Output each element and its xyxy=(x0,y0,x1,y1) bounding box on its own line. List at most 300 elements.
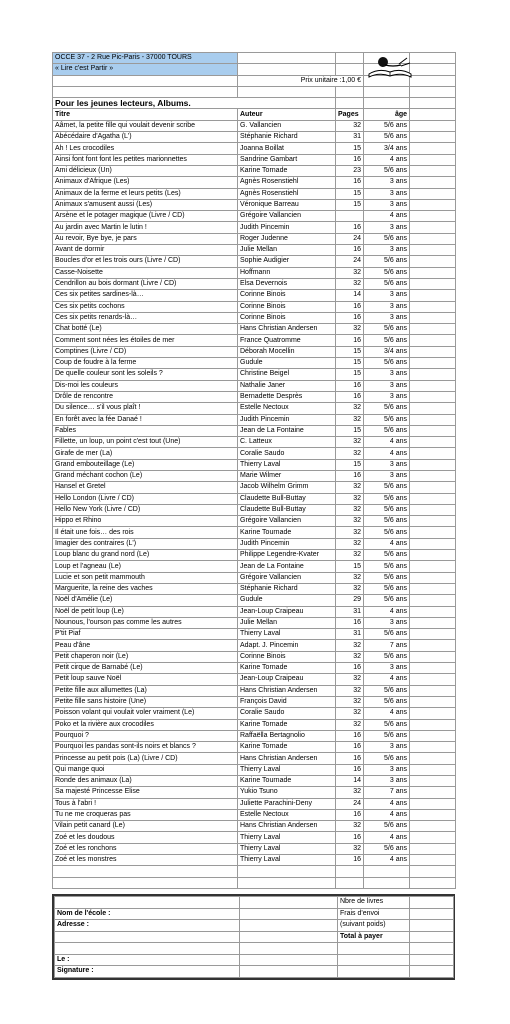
book-title: Pourquoi les pandas sont-ils noirs et blancs ? xyxy=(53,742,238,753)
book-row xyxy=(53,211,456,222)
shipping-field[interactable] xyxy=(410,908,454,920)
book-author: Julie Mellan xyxy=(238,617,336,628)
book-pages: 32 xyxy=(336,572,364,583)
book-pages: 15 xyxy=(336,358,364,369)
book-author: Jean-Loup Craipeau xyxy=(238,606,336,617)
quantity-field[interactable] xyxy=(410,719,456,730)
book-age: 7 ans xyxy=(364,787,410,798)
quantity-field[interactable] xyxy=(410,211,456,222)
quantity-field[interactable] xyxy=(410,132,456,143)
book-age: 3 ans xyxy=(364,301,410,312)
book-title: Zoé et les monstres xyxy=(53,855,238,866)
quantity-field[interactable] xyxy=(410,256,456,267)
quantity-field[interactable] xyxy=(410,301,456,312)
book-pages: 32 xyxy=(336,651,364,662)
book-age: 5/6 ans xyxy=(364,595,410,606)
book-title: Ami délicieux (Un) xyxy=(53,165,238,176)
book-row xyxy=(53,764,456,775)
book-age: 3 ans xyxy=(364,177,410,188)
quantity-field[interactable] xyxy=(410,437,456,448)
book-title: Comptines (Livre / CD) xyxy=(53,346,238,357)
book-row xyxy=(53,391,456,402)
book-age: 5/6 ans xyxy=(364,583,410,594)
book-author: Bernadette Desprès xyxy=(238,391,336,402)
date-label: Le : xyxy=(55,954,240,966)
book-row xyxy=(53,256,456,267)
book-age: 7 ans xyxy=(364,640,410,651)
book-pages: 32 xyxy=(336,414,364,425)
book-age: 3 ans xyxy=(364,369,410,380)
reading-child-logo-icon xyxy=(365,54,415,80)
book-row xyxy=(53,188,456,199)
book-title: Peau d'âne xyxy=(53,640,238,651)
quantity-field[interactable] xyxy=(410,245,456,256)
book-age: 3 ans xyxy=(364,742,410,753)
quantity-field[interactable] xyxy=(410,403,456,414)
book-author: Gudule xyxy=(238,595,336,606)
date-field[interactable] xyxy=(240,954,338,966)
book-author: Grégoire Vallancien xyxy=(238,211,336,222)
book-author: Judith Pincemin xyxy=(238,414,336,425)
book-title: Pourquoi ? xyxy=(53,730,238,741)
book-age: 5/6 ans xyxy=(364,278,410,289)
book-row xyxy=(53,335,456,346)
book-row xyxy=(53,798,456,809)
book-pages: 16 xyxy=(336,335,364,346)
book-author: Karine Tornade xyxy=(238,742,336,753)
quantity-field[interactable] xyxy=(410,482,456,493)
quantity-field[interactable] xyxy=(410,685,456,696)
book-pages: 16 xyxy=(336,312,364,323)
quantity-field[interactable] xyxy=(410,188,456,199)
quantity-field[interactable] xyxy=(410,278,456,289)
book-pages: 15 xyxy=(336,425,364,436)
book-author: Nathalie Janer xyxy=(238,380,336,391)
book-age: 5/6 ans xyxy=(364,572,410,583)
quantity-field[interactable] xyxy=(410,538,456,549)
book-pages: 16 xyxy=(336,855,364,866)
quantity-field[interactable] xyxy=(410,617,456,628)
book-row xyxy=(53,267,456,278)
book-row xyxy=(53,617,456,628)
book-title: Marguerite, la reine des vaches xyxy=(53,583,238,594)
book-age: 5/6 ans xyxy=(364,493,410,504)
book-row xyxy=(53,640,456,651)
unit-price: Prix unitaire :1,00 € xyxy=(238,75,364,86)
total-label: Total à payer xyxy=(338,931,410,943)
book-title: Au revoir, Bye bye, je pars xyxy=(53,233,238,244)
book-age: 3 ans xyxy=(364,199,410,210)
book-age: 5/6 ans xyxy=(364,685,410,696)
book-age: 4 ans xyxy=(364,211,410,222)
school-name-field[interactable] xyxy=(240,908,338,920)
book-pages: 32 xyxy=(336,324,364,335)
quantity-field[interactable] xyxy=(410,324,456,335)
quantity-field[interactable] xyxy=(410,787,456,798)
book-age: 5/6 ans xyxy=(364,165,410,176)
book-author: Coralie Saudo xyxy=(238,708,336,719)
book-pages: 16 xyxy=(336,177,364,188)
book-age: 5/6 ans xyxy=(364,504,410,515)
book-age: 3 ans xyxy=(364,245,410,256)
book-row xyxy=(53,222,456,233)
book-age: 5/6 ans xyxy=(364,403,410,414)
quantity-field[interactable] xyxy=(410,358,456,369)
book-author: Estelle Nectoux xyxy=(238,403,336,414)
book-age: 4 ans xyxy=(364,448,410,459)
book-title: Poisson volant qui voulait voler vraiment (Le) xyxy=(53,708,238,719)
book-title: Ah ! Les crocodiles xyxy=(53,143,238,154)
book-pages: 15 xyxy=(336,199,364,210)
column-header-row xyxy=(53,109,456,120)
book-author: France Quatromme xyxy=(238,335,336,346)
book-pages: 32 xyxy=(336,719,364,730)
nb-books-field[interactable] xyxy=(410,897,454,909)
book-title: Dis-moi les couleurs xyxy=(53,380,238,391)
book-author: Claudette Bull-Buttay xyxy=(238,493,336,504)
quantity-field[interactable] xyxy=(410,369,456,380)
book-pages: 32 xyxy=(336,674,364,685)
book-title: Animaux d'Afrique (Les) xyxy=(53,177,238,188)
book-pages: 29 xyxy=(336,595,364,606)
book-author: Sophie Audigier xyxy=(238,256,336,267)
book-pages: 16 xyxy=(336,470,364,481)
book-row xyxy=(53,719,456,730)
book-pages: 32 xyxy=(336,504,364,515)
book-title: Ces six petits cochons xyxy=(53,301,238,312)
book-title: Grand embouteillage (Le) xyxy=(53,459,238,470)
book-title: Drôle de rencontre xyxy=(53,391,238,402)
book-pages: 15 xyxy=(336,143,364,154)
book-title: Abécédaire d'Agatha (L') xyxy=(53,132,238,143)
book-pages: 32 xyxy=(336,493,364,504)
quantity-field[interactable] xyxy=(410,809,456,820)
book-row xyxy=(53,753,456,764)
book-row xyxy=(53,177,456,188)
book-pages: 32 xyxy=(336,120,364,131)
book-author: Marie Wilmer xyxy=(238,470,336,481)
book-title: Cendrillon au bois dormant (Livre / CD) xyxy=(53,278,238,289)
book-age: 3 ans xyxy=(364,470,410,481)
book-pages: 32 xyxy=(336,696,364,707)
book-title: Animaux de la ferme et leurs petits (Les) xyxy=(53,188,238,199)
book-row xyxy=(53,233,456,244)
quantity-field[interactable] xyxy=(410,776,456,787)
quantity-field[interactable] xyxy=(410,448,456,459)
quantity-field[interactable] xyxy=(410,798,456,809)
quantity-field[interactable] xyxy=(410,504,456,515)
book-author: Philippe Legendre-Kvater xyxy=(238,550,336,561)
book-row xyxy=(53,278,456,289)
book-author: Hans Christian Andersen xyxy=(238,685,336,696)
book-pages: 16 xyxy=(336,301,364,312)
book-row xyxy=(53,855,456,866)
book-row xyxy=(53,809,456,820)
quantity-field[interactable] xyxy=(410,663,456,674)
book-pages: 16 xyxy=(336,809,364,820)
book-title: Comment sont nées les étoiles de mer xyxy=(53,335,238,346)
book-row xyxy=(53,414,456,425)
book-age: 3 ans xyxy=(364,663,410,674)
quantity-field[interactable] xyxy=(410,516,456,527)
book-row xyxy=(53,583,456,594)
book-title: Vilain petit canard (Le) xyxy=(53,821,238,832)
book-pages: 14 xyxy=(336,776,364,787)
book-author: Juliette Parachini-Deny xyxy=(238,798,336,809)
shipping-label: Frais d'envoi xyxy=(338,908,410,920)
quantity-field[interactable] xyxy=(410,493,456,504)
book-row xyxy=(53,629,456,640)
book-author: Judith Pincemin xyxy=(238,538,336,549)
quantity-field[interactable] xyxy=(410,312,456,323)
book-title: Ainsi font font font les petites marionnettes xyxy=(53,154,238,165)
book-age: 4 ans xyxy=(364,855,410,866)
quantity-field[interactable] xyxy=(410,199,456,210)
book-title: Zoé et les doudous xyxy=(53,832,238,843)
book-row xyxy=(53,787,456,798)
book-age: 5/6 ans xyxy=(364,414,410,425)
quantity-field[interactable] xyxy=(410,527,456,538)
book-pages: 32 xyxy=(336,267,364,278)
book-pages: 24 xyxy=(336,233,364,244)
book-author: Hans Christian Andersen xyxy=(238,821,336,832)
book-title: Fables xyxy=(53,425,238,436)
book-author: Véronique Barreau xyxy=(238,199,336,210)
book-author: Hoffmann xyxy=(238,267,336,278)
book-title: Chat botté (Le) xyxy=(53,324,238,335)
book-pages: 16 xyxy=(336,222,364,233)
book-row xyxy=(53,843,456,854)
book-author: Joanna Boillat xyxy=(238,143,336,154)
quantity-field[interactable] xyxy=(410,391,456,402)
quantity-field[interactable] xyxy=(410,572,456,583)
quantity-field[interactable] xyxy=(410,742,456,753)
book-row xyxy=(53,358,456,369)
book-age: 3 ans xyxy=(364,188,410,199)
blank-row xyxy=(53,877,456,888)
book-author: Déborah Mocellin xyxy=(238,346,336,357)
book-author: Sandrine Gambart xyxy=(238,154,336,165)
quantity-field[interactable] xyxy=(410,832,456,843)
book-author: Jacob Wilhelm Grimm xyxy=(238,482,336,493)
quantity-field[interactable] xyxy=(410,335,456,346)
book-row xyxy=(53,425,456,436)
book-author: Hans Christian Andersen xyxy=(238,753,336,764)
book-title: Avant de dormir xyxy=(53,245,238,256)
book-pages: 32 xyxy=(336,550,364,561)
book-row xyxy=(53,663,456,674)
quantity-field[interactable] xyxy=(410,143,456,154)
book-pages: 16 xyxy=(336,753,364,764)
quantity-field[interactable] xyxy=(410,165,456,176)
book-title: Petit cirque de Barnabé (Le) xyxy=(53,663,238,674)
book-author: Stéphanie Richard xyxy=(238,132,336,143)
book-pages: 16 xyxy=(336,742,364,753)
book-author: Hans Christian Andersen xyxy=(238,324,336,335)
book-author: Karine Tornade xyxy=(238,165,336,176)
book-author: Estelle Nectoux xyxy=(238,809,336,820)
book-age: 4 ans xyxy=(364,708,410,719)
quantity-field[interactable] xyxy=(410,550,456,561)
book-row xyxy=(53,606,456,617)
quantity-field[interactable] xyxy=(410,629,456,640)
book-author: Corinne Binois xyxy=(238,290,336,301)
book-author: Jean de La Fontaine xyxy=(238,425,336,436)
quantity-field[interactable] xyxy=(410,414,456,425)
book-row xyxy=(53,595,456,606)
book-title: Petit chaperon noir (Le) xyxy=(53,651,238,662)
book-title: Qui mange quoi xyxy=(53,764,238,775)
book-title: Petit loup sauve Noël xyxy=(53,674,238,685)
book-author: C. Latteux xyxy=(238,437,336,448)
quantity-field[interactable] xyxy=(410,843,456,854)
book-title: Petite fille sans histoire (Une) xyxy=(53,696,238,707)
quantity-field[interactable] xyxy=(410,730,456,741)
quantity-field[interactable] xyxy=(410,290,456,301)
col-title: Titre xyxy=(53,109,238,120)
book-age: 5/6 ans xyxy=(364,233,410,244)
book-author: Jean-Loup Craipeau xyxy=(238,674,336,685)
book-age: 3 ans xyxy=(364,776,410,787)
quantity-field[interactable] xyxy=(410,708,456,719)
book-age: 5/6 ans xyxy=(364,324,410,335)
quantity-field[interactable] xyxy=(410,233,456,244)
address-field[interactable] xyxy=(240,920,338,932)
weight-note: (suivant poids) xyxy=(338,920,410,932)
book-row xyxy=(53,448,456,459)
book-age: 4 ans xyxy=(364,674,410,685)
book-row xyxy=(53,708,456,719)
book-age: 3 ans xyxy=(364,617,410,628)
quantity-field[interactable] xyxy=(410,222,456,233)
book-pages: 31 xyxy=(336,629,364,640)
book-author: Thierry Laval xyxy=(238,459,336,470)
quantity-field[interactable] xyxy=(410,821,456,832)
book-author: Thierry Laval xyxy=(238,843,336,854)
signature-label: Signature : xyxy=(55,966,240,978)
book-title: Tous à l'abri ! xyxy=(53,798,238,809)
quantity-field[interactable] xyxy=(410,120,456,131)
book-pages: 32 xyxy=(336,448,364,459)
book-row xyxy=(53,482,456,493)
book-row xyxy=(53,651,456,662)
quantity-field[interactable] xyxy=(410,753,456,764)
book-row xyxy=(53,550,456,561)
quantity-field[interactable] xyxy=(410,583,456,594)
book-pages: 16 xyxy=(336,663,364,674)
book-row xyxy=(53,696,456,707)
quantity-field[interactable] xyxy=(410,470,456,481)
book-title: Ronde des animaux (La) xyxy=(53,776,238,787)
quantity-field[interactable] xyxy=(410,267,456,278)
signature-field[interactable] xyxy=(240,966,338,978)
book-author: Thierry Laval xyxy=(238,855,336,866)
book-row xyxy=(53,199,456,210)
book-pages: 32 xyxy=(336,403,364,414)
quantity-field[interactable] xyxy=(410,764,456,775)
quantity-field[interactable] xyxy=(410,696,456,707)
quantity-field[interactable] xyxy=(410,561,456,572)
book-age: 3/4 ans xyxy=(364,346,410,357)
book-row xyxy=(53,301,456,312)
book-row xyxy=(53,154,456,165)
book-title: Nounous, l'ourson pas comme les autres xyxy=(53,617,238,628)
book-pages: 32 xyxy=(336,482,364,493)
book-age: 5/6 ans xyxy=(364,561,410,572)
quantity-field[interactable] xyxy=(410,640,456,651)
book-pages: 31 xyxy=(336,132,364,143)
order-sheet xyxy=(52,52,455,889)
book-row xyxy=(53,516,456,527)
book-author: Corinne Binois xyxy=(238,651,336,662)
book-pages: 32 xyxy=(336,640,364,651)
col-pages: Pages xyxy=(336,109,364,120)
book-author: Raffaëlla Bertagnolio xyxy=(238,730,336,741)
quantity-field[interactable] xyxy=(410,459,456,470)
book-row xyxy=(53,437,456,448)
book-author: Karine Tornade xyxy=(238,663,336,674)
total-field[interactable] xyxy=(410,931,454,943)
book-title: Animaux s'amusent aussi (Les) xyxy=(53,199,238,210)
book-title: Loup blanc du grand nord (Le) xyxy=(53,550,238,561)
book-pages: 24 xyxy=(336,256,364,267)
book-age: 3 ans xyxy=(364,312,410,323)
book-author: Julie Mellan xyxy=(238,245,336,256)
book-author: Yukio Tsuno xyxy=(238,787,336,798)
book-age: 4 ans xyxy=(364,437,410,448)
book-row xyxy=(53,527,456,538)
book-row xyxy=(53,120,456,131)
quantity-field[interactable] xyxy=(410,651,456,662)
book-title: De quelle couleur sont les soleils ? xyxy=(53,369,238,380)
book-title: Du silence… s'il vous plaît ! xyxy=(53,403,238,414)
book-pages: 16 xyxy=(336,245,364,256)
book-age: 5/6 ans xyxy=(364,730,410,741)
book-pages: 32 xyxy=(336,278,364,289)
book-title: Ces six petites sardines-là… xyxy=(53,290,238,301)
book-age: 5/6 ans xyxy=(364,120,410,131)
book-age: 5/6 ans xyxy=(364,267,410,278)
book-age: 5/6 ans xyxy=(364,132,410,143)
book-age: 4 ans xyxy=(364,798,410,809)
book-age: 3 ans xyxy=(364,222,410,233)
book-row xyxy=(53,674,456,685)
book-title: Aâmet, la petite fille qui voulait devenir scribe xyxy=(53,120,238,131)
book-title: Fillette, un loup, un point c'est tout (Une) xyxy=(53,437,238,448)
quantity-field[interactable] xyxy=(410,346,456,357)
quantity-field[interactable] xyxy=(410,380,456,391)
book-title: Lucie et son petit mammouth xyxy=(53,572,238,583)
book-age: 5/6 ans xyxy=(364,516,410,527)
book-row xyxy=(53,143,456,154)
book-title: Hello London (Livre / CD) xyxy=(53,493,238,504)
quantity-field[interactable] xyxy=(410,595,456,606)
address-label: Adresse : xyxy=(55,920,240,932)
section-title: Pour les jeunes lecteurs, Albums. xyxy=(53,98,336,109)
quantity-field[interactable] xyxy=(410,855,456,866)
book-table xyxy=(52,52,456,889)
book-author: Agnès Rosenstiehl xyxy=(238,188,336,199)
quantity-field[interactable] xyxy=(410,674,456,685)
quantity-field[interactable] xyxy=(410,154,456,165)
book-pages: 32 xyxy=(336,787,364,798)
quantity-field[interactable] xyxy=(410,606,456,617)
quantity-field[interactable] xyxy=(410,177,456,188)
order-footer xyxy=(52,894,455,980)
quantity-field[interactable] xyxy=(410,425,456,436)
book-pages: 16 xyxy=(336,391,364,402)
book-title: Girafe de mer (La) xyxy=(53,448,238,459)
